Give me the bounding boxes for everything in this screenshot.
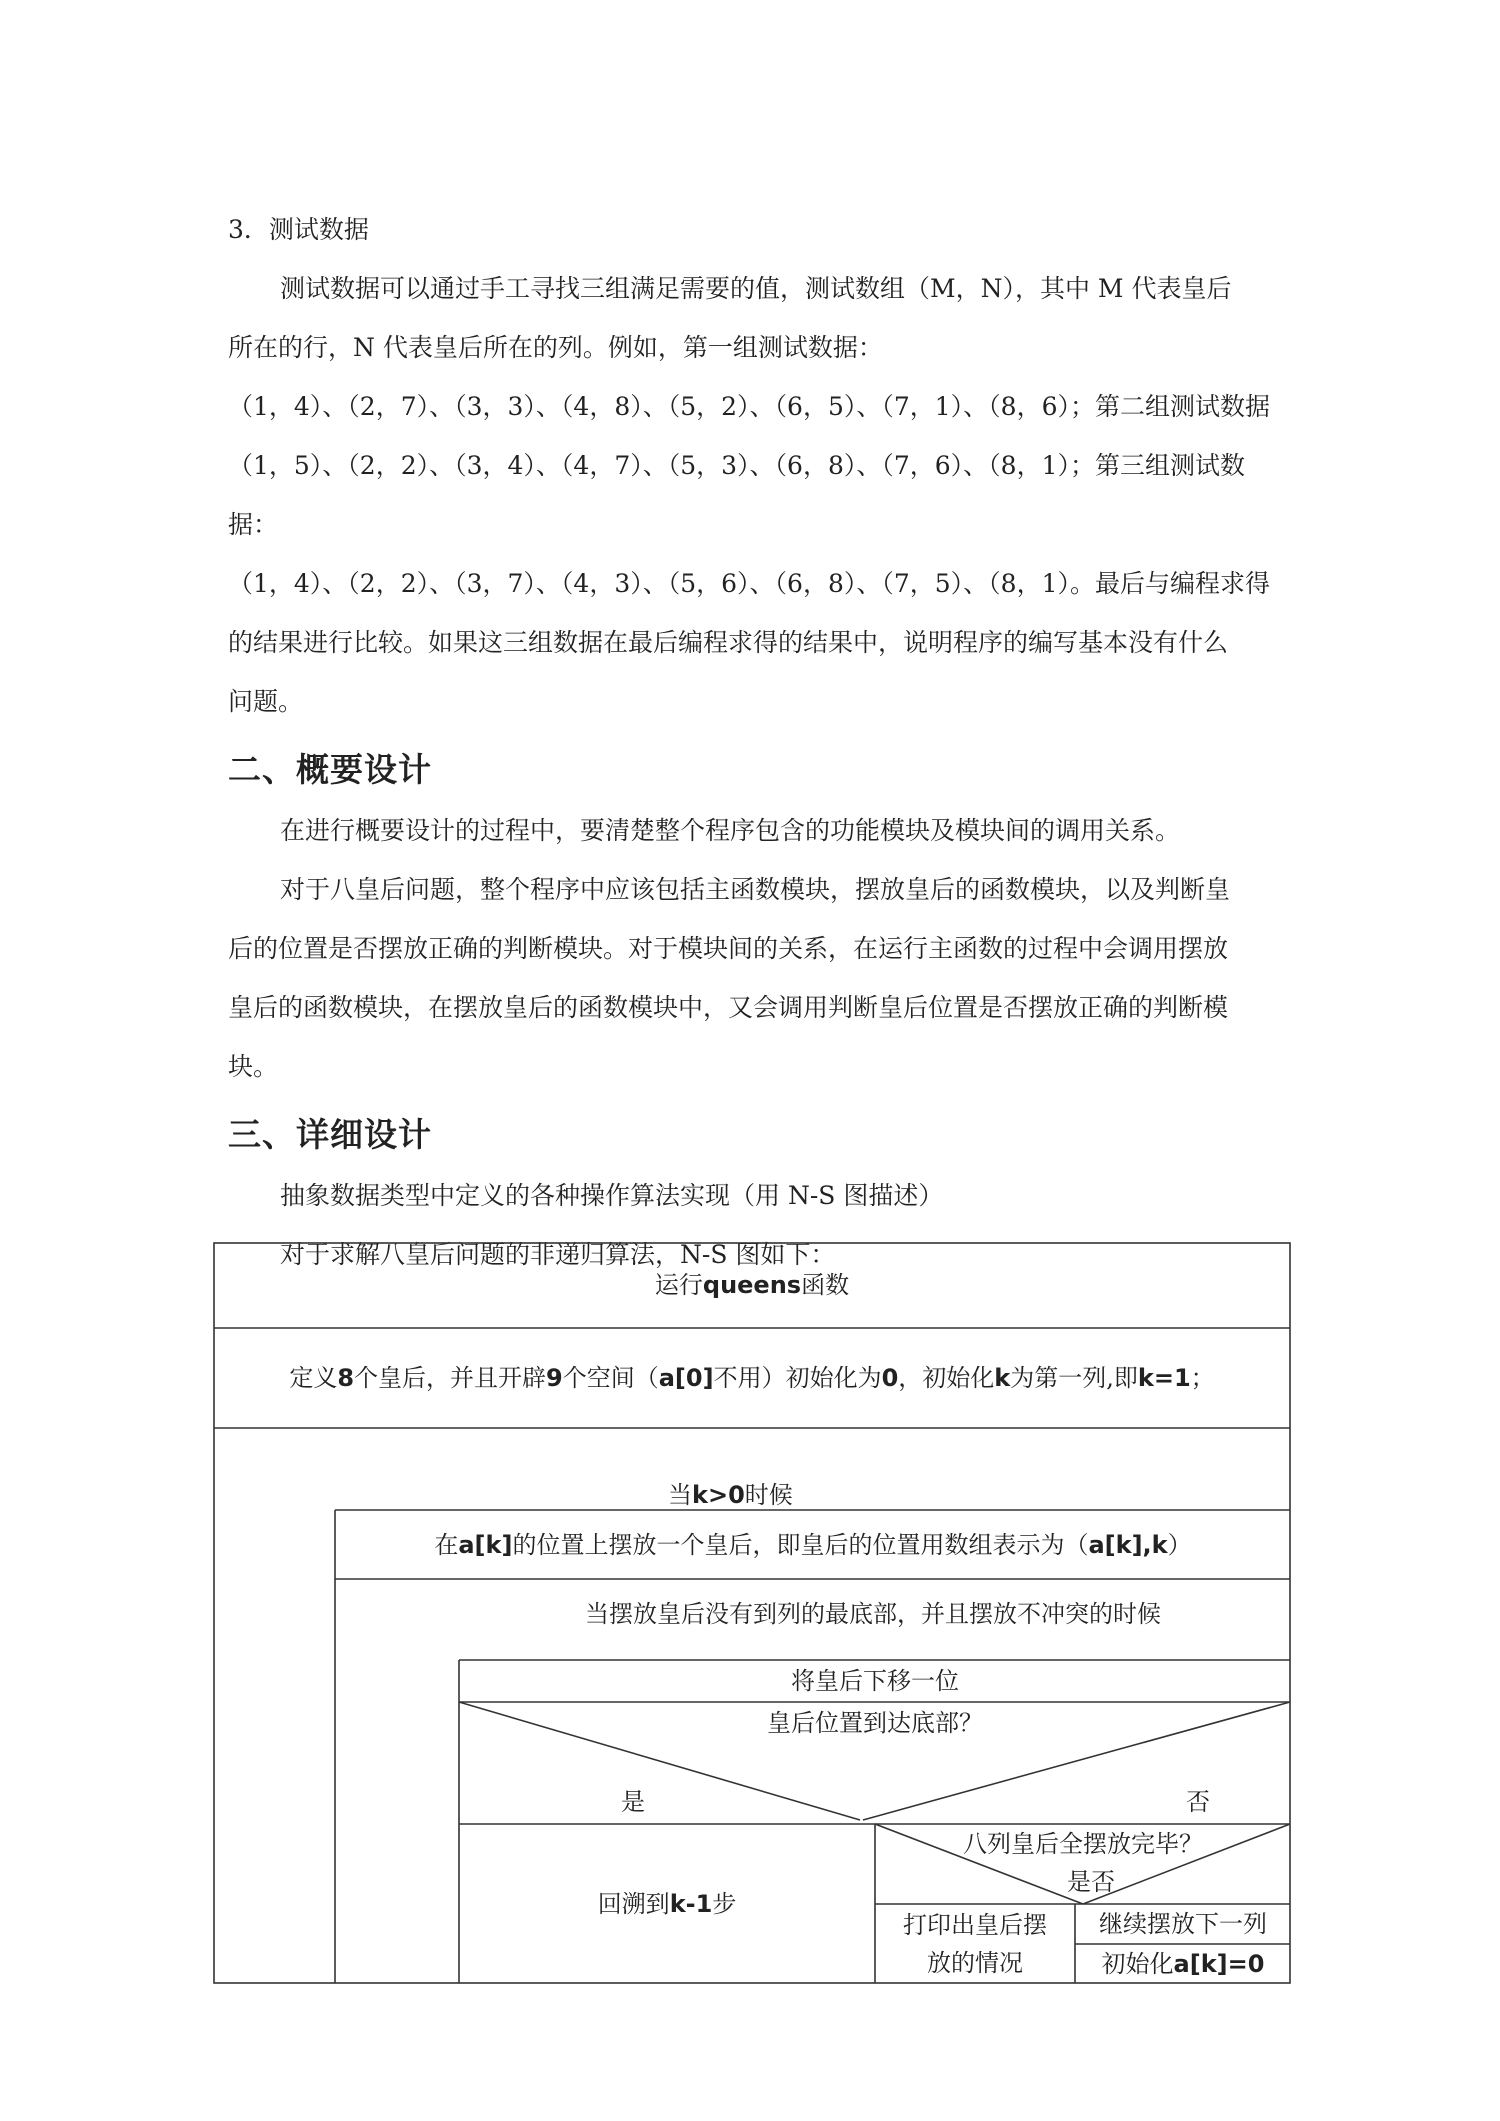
paragraph-line: 对于八皇后问题，整个程序中应该包括主函数模块，摆放皇后的函数模块，以及判断皇 <box>280 875 1231 904</box>
paragraph-line: （1，4）、（2，7）、（3，3）、（4，8）、（5，2）、（6，5）、（7，1）、（8，6）；第二组测试数据 <box>228 392 1270 421</box>
ns-place-queen: 在 a[k] 的位置上摆放一个皇后，即皇后的位置用数组表示为（ a[k],k ） <box>434 1530 1192 1559</box>
paragraph-line: 后的位置是否摆放正确的判断模块。对于模块间的关系，在运行主函数的过程中会调用摆放 <box>228 934 1229 963</box>
heading-overview: 二、概要设计 <box>228 750 432 789</box>
ns-run-queens: 运行 queens 函数 <box>654 1271 850 1299</box>
heading-detail-design: 三、详细设计 <box>228 1115 432 1154</box>
ns-backtrack: 回溯到 k-1 步 <box>597 1890 737 1918</box>
paragraph-line: 问题。 <box>228 687 304 716</box>
ns-no-label: 否 <box>1186 1788 1210 1816</box>
section-heading-test-data: 3．测试数据 <box>228 215 369 244</box>
ns-while-k-positive: 当 k>0 时候 <box>668 1481 793 1509</box>
paragraph-line: 在进行概要设计的过程中，要清楚整个程序包含的功能模块及模块间的调用关系。 <box>280 816 1181 845</box>
paragraph-line: 抽象数据类型中定义的各种操作算法实现（用 N-S 图描述） <box>280 1181 944 1210</box>
ns-move-down: 将皇后下移一位 <box>791 1667 959 1695</box>
ns-yes-no-labels: 是 否 <box>1067 1868 1115 1896</box>
paragraph-line: 的结果进行比较。如果这三组数据在最后编程求得的结果中，说明程序的编写基本没有什么 <box>228 628 1229 657</box>
paragraph-line: 测试数据可以通过手工寻找三组满足需要的值，测试数组（M，N），其中 M 代表皇后 <box>280 274 1232 303</box>
paragraph-line: （1，4）、（2，2）、（3，7）、（4，3）、（5，6）、（6，8）、（7，5）、（8，1）。最后与编程求得 <box>228 569 1270 598</box>
paragraph-line: 块。 <box>228 1052 279 1081</box>
paragraph-line: 对于求解八皇后问题的非递归算法，N-S 图如下： <box>280 1240 836 1269</box>
body-text <box>228 200 1278 1284</box>
ns-condition-all-placed: 八列皇后全摆放完毕？ <box>963 1830 1203 1858</box>
ns-define-queens: 定义 8 个皇后，并且开辟 9 个空间（ a[0] 不用）初始化为 0 ，初始化 k 为第一列,即 k=1 ； <box>289 1364 1215 1392</box>
ns-inner-while: 当摆放皇后没有到列的最底部，并且摆放不冲突的时候 <box>585 1600 1161 1628</box>
paragraph-line: 皇后的函数模块，在摆放皇后的函数模块中，又会调用判断皇后位置是否摆放正确的判断模 <box>228 993 1229 1022</box>
paragraph-line: （1，5）、（2，2）、（3，4）、（4，7）、（5，3）、（6，8）、（7，6）、（8，1）；第三组测试数据： <box>228 451 1245 539</box>
ns-print-result: 打印出皇后摆 放的情况 <box>903 1911 1047 1977</box>
ns-continue-next: 继续摆放下一列 <box>1099 1910 1267 1938</box>
ns-diagram <box>213 1242 1291 1984</box>
ns-yes-label: 是 <box>621 1788 645 1816</box>
ns-condition-bottom: 皇后位置到达底部？ <box>767 1709 983 1737</box>
paragraph-line: 所在的行，N 代表皇后所在的列。例如，第一组测试数据： <box>228 333 883 362</box>
ns-init-ak: 初始化 a[k]=0 <box>1101 1950 1265 1978</box>
